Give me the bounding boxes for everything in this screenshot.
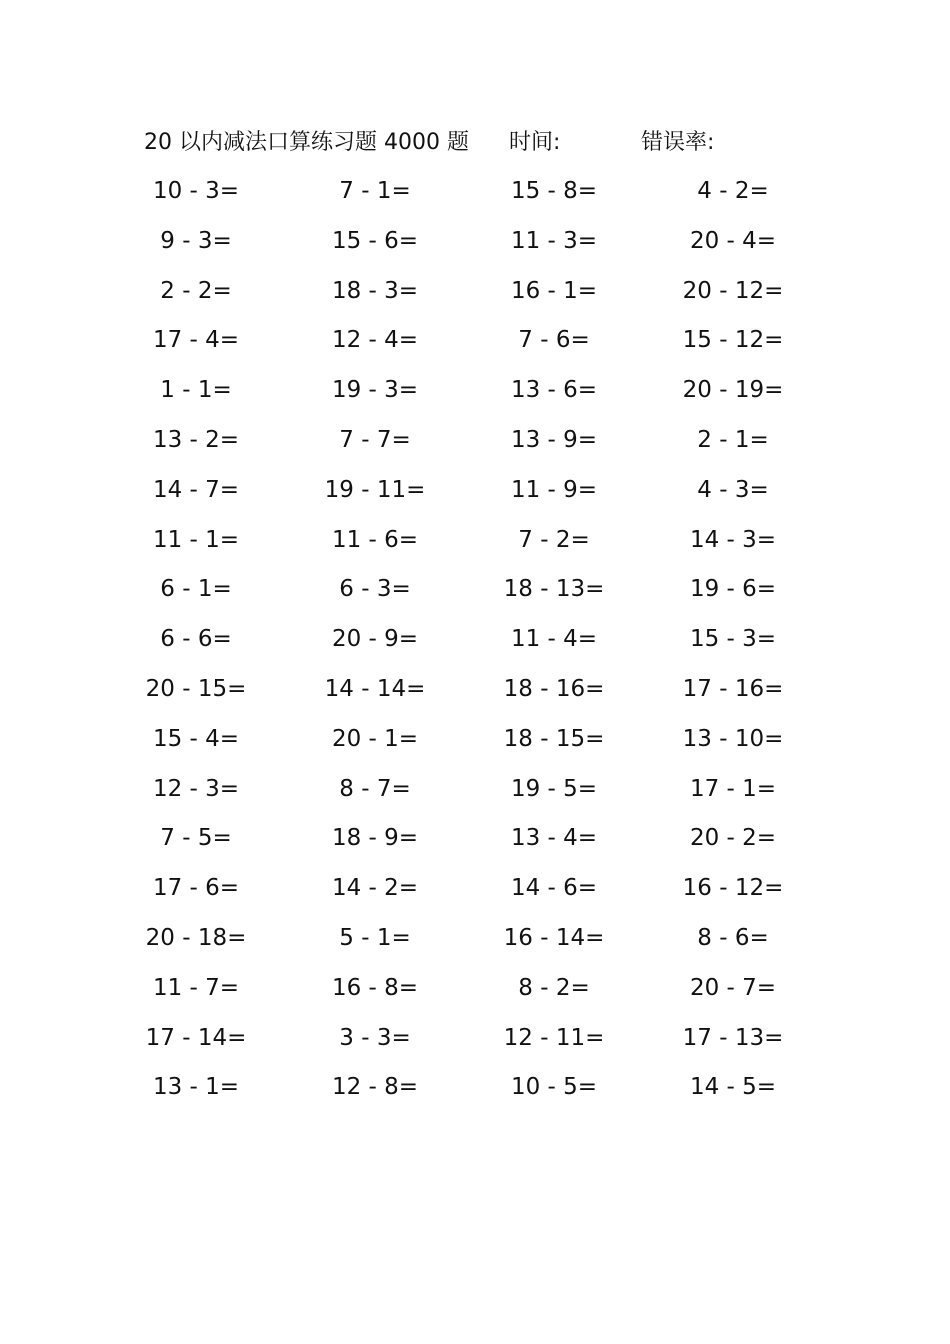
problem-item: 15 - 12=: [682, 327, 784, 354]
problem-item: 17 - 1=: [689, 775, 777, 802]
problem-row: [0, 921, 950, 971]
problem-item: 19 - 3=: [331, 377, 419, 404]
problem-row: [0, 174, 950, 224]
problem-item: 17 - 16=: [682, 675, 784, 702]
problem-item: 2 - 2=: [160, 277, 232, 304]
problem-item: 14 - 6=: [510, 875, 598, 902]
problem-item: 4 - 2=: [697, 178, 769, 204]
problem-row: [0, 722, 950, 772]
problem-item: 14 - 3=: [689, 526, 777, 553]
problem-item: 14 - 7=: [152, 476, 240, 503]
problem-item: 8 - 6=: [697, 924, 769, 951]
problem-item: 5 - 1=: [339, 924, 411, 951]
problem-item: 12 - 4=: [331, 327, 419, 354]
problem-item: 19 - 6=: [689, 576, 777, 603]
problem-item: 18 - 16=: [503, 675, 605, 702]
problem-item: 15 - 3=: [689, 626, 777, 653]
problem-item: 19 - 11=: [324, 476, 426, 503]
problem-item: 7 - 7=: [339, 426, 411, 453]
problem-row: [0, 672, 950, 722]
problem-item: 7 - 2=: [518, 526, 590, 553]
problem-item: 18 - 15=: [503, 725, 605, 752]
problem-item: 15 - 4=: [152, 725, 240, 752]
problem-item: 18 - 13=: [503, 576, 605, 603]
problem-item: 12 - 8=: [331, 1074, 419, 1101]
problem-grid: [0, 174, 950, 1120]
problem-item: 13 - 10=: [682, 725, 784, 752]
problem-item: 7 - 1=: [339, 178, 411, 204]
problem-item: 11 - 1=: [152, 526, 240, 553]
problem-item: 20 - 19=: [682, 377, 784, 404]
problem-row: [0, 821, 950, 871]
problem-item: 13 - 1=: [152, 1074, 240, 1101]
problem-item: 13 - 2=: [152, 426, 240, 453]
time-label: 时间:: [509, 130, 561, 155]
worksheet-header: [0, 126, 950, 160]
problem-row: [0, 871, 950, 921]
problem-item: 13 - 9=: [510, 426, 598, 453]
problem-item: 10 - 5=: [510, 1074, 598, 1101]
problem-item: 20 - 12=: [682, 277, 784, 304]
problem-item: 16 - 12=: [682, 875, 784, 902]
problem-item: 11 - 4=: [510, 626, 598, 653]
problem-item: 8 - 2=: [518, 974, 590, 1001]
problem-item: 4 - 3=: [697, 476, 769, 503]
worksheet-title: 20 以内减法口算练习题 4000 题: [144, 130, 469, 155]
problem-item: 6 - 3=: [339, 576, 411, 603]
problem-item: 7 - 5=: [160, 825, 232, 852]
problem-item: 16 - 8=: [331, 974, 419, 1001]
problem-item: 14 - 14=: [324, 675, 426, 702]
problem-item: 3 - 3=: [339, 1024, 411, 1051]
problem-item: 17 - 4=: [152, 327, 240, 354]
problem-item: 7 - 6=: [518, 327, 590, 354]
problem-item: 18 - 9=: [331, 825, 419, 852]
problem-row: [0, 772, 950, 822]
error-rate-label: 错误率:: [641, 130, 715, 155]
problem-item: 11 - 7=: [152, 974, 240, 1001]
problem-item: 20 - 9=: [331, 626, 419, 653]
problem-item: 20 - 4=: [689, 227, 777, 254]
problem-item: 11 - 6=: [331, 526, 419, 553]
problem-row: [0, 373, 950, 423]
problem-row: [0, 423, 950, 473]
problem-item: 18 - 3=: [331, 277, 419, 304]
problem-item: 20 - 7=: [689, 974, 777, 1001]
problem-item: 8 - 7=: [339, 775, 411, 802]
problem-item: 20 - 1=: [331, 725, 419, 752]
problem-item: 14 - 2=: [331, 875, 419, 902]
problem-item: 2 - 1=: [697, 426, 769, 453]
problem-row: [0, 572, 950, 622]
problem-row: [0, 622, 950, 672]
problem-row: [0, 274, 950, 324]
problem-item: 17 - 13=: [682, 1024, 784, 1051]
problem-item: 20 - 15=: [145, 675, 247, 702]
problem-item: 12 - 11=: [503, 1024, 605, 1051]
problem-row: [0, 971, 950, 1021]
problem-row: [0, 473, 950, 523]
problem-item: 14 - 5=: [689, 1074, 777, 1101]
problem-item: 19 - 5=: [510, 775, 598, 802]
problem-item: 20 - 18=: [145, 924, 247, 951]
problem-item: 9 - 3=: [160, 227, 232, 254]
problem-item: 13 - 6=: [510, 377, 598, 404]
problem-item: 6 - 6=: [160, 626, 232, 653]
problem-item: 17 - 14=: [145, 1024, 247, 1051]
problem-item: 6 - 1=: [160, 576, 232, 603]
problem-row: [0, 1021, 950, 1071]
problem-item: 16 - 1=: [510, 277, 598, 304]
problem-row: [0, 224, 950, 274]
problem-item: 16 - 14=: [503, 924, 605, 951]
problem-row: [0, 523, 950, 573]
problem-item: 11 - 9=: [510, 476, 598, 503]
problem-item: 12 - 3=: [152, 775, 240, 802]
problem-item: 13 - 4=: [510, 825, 598, 852]
problem-item: 17 - 6=: [152, 875, 240, 902]
problem-item: 11 - 3=: [510, 227, 598, 254]
problem-row: [0, 323, 950, 373]
problem-row: [0, 1070, 950, 1120]
problem-item: 1 - 1=: [160, 377, 232, 404]
problem-item: 10 - 3=: [152, 178, 240, 204]
problem-item: 15 - 8=: [510, 178, 598, 204]
problem-item: 15 - 6=: [331, 227, 419, 254]
problem-item: 20 - 2=: [689, 825, 777, 852]
